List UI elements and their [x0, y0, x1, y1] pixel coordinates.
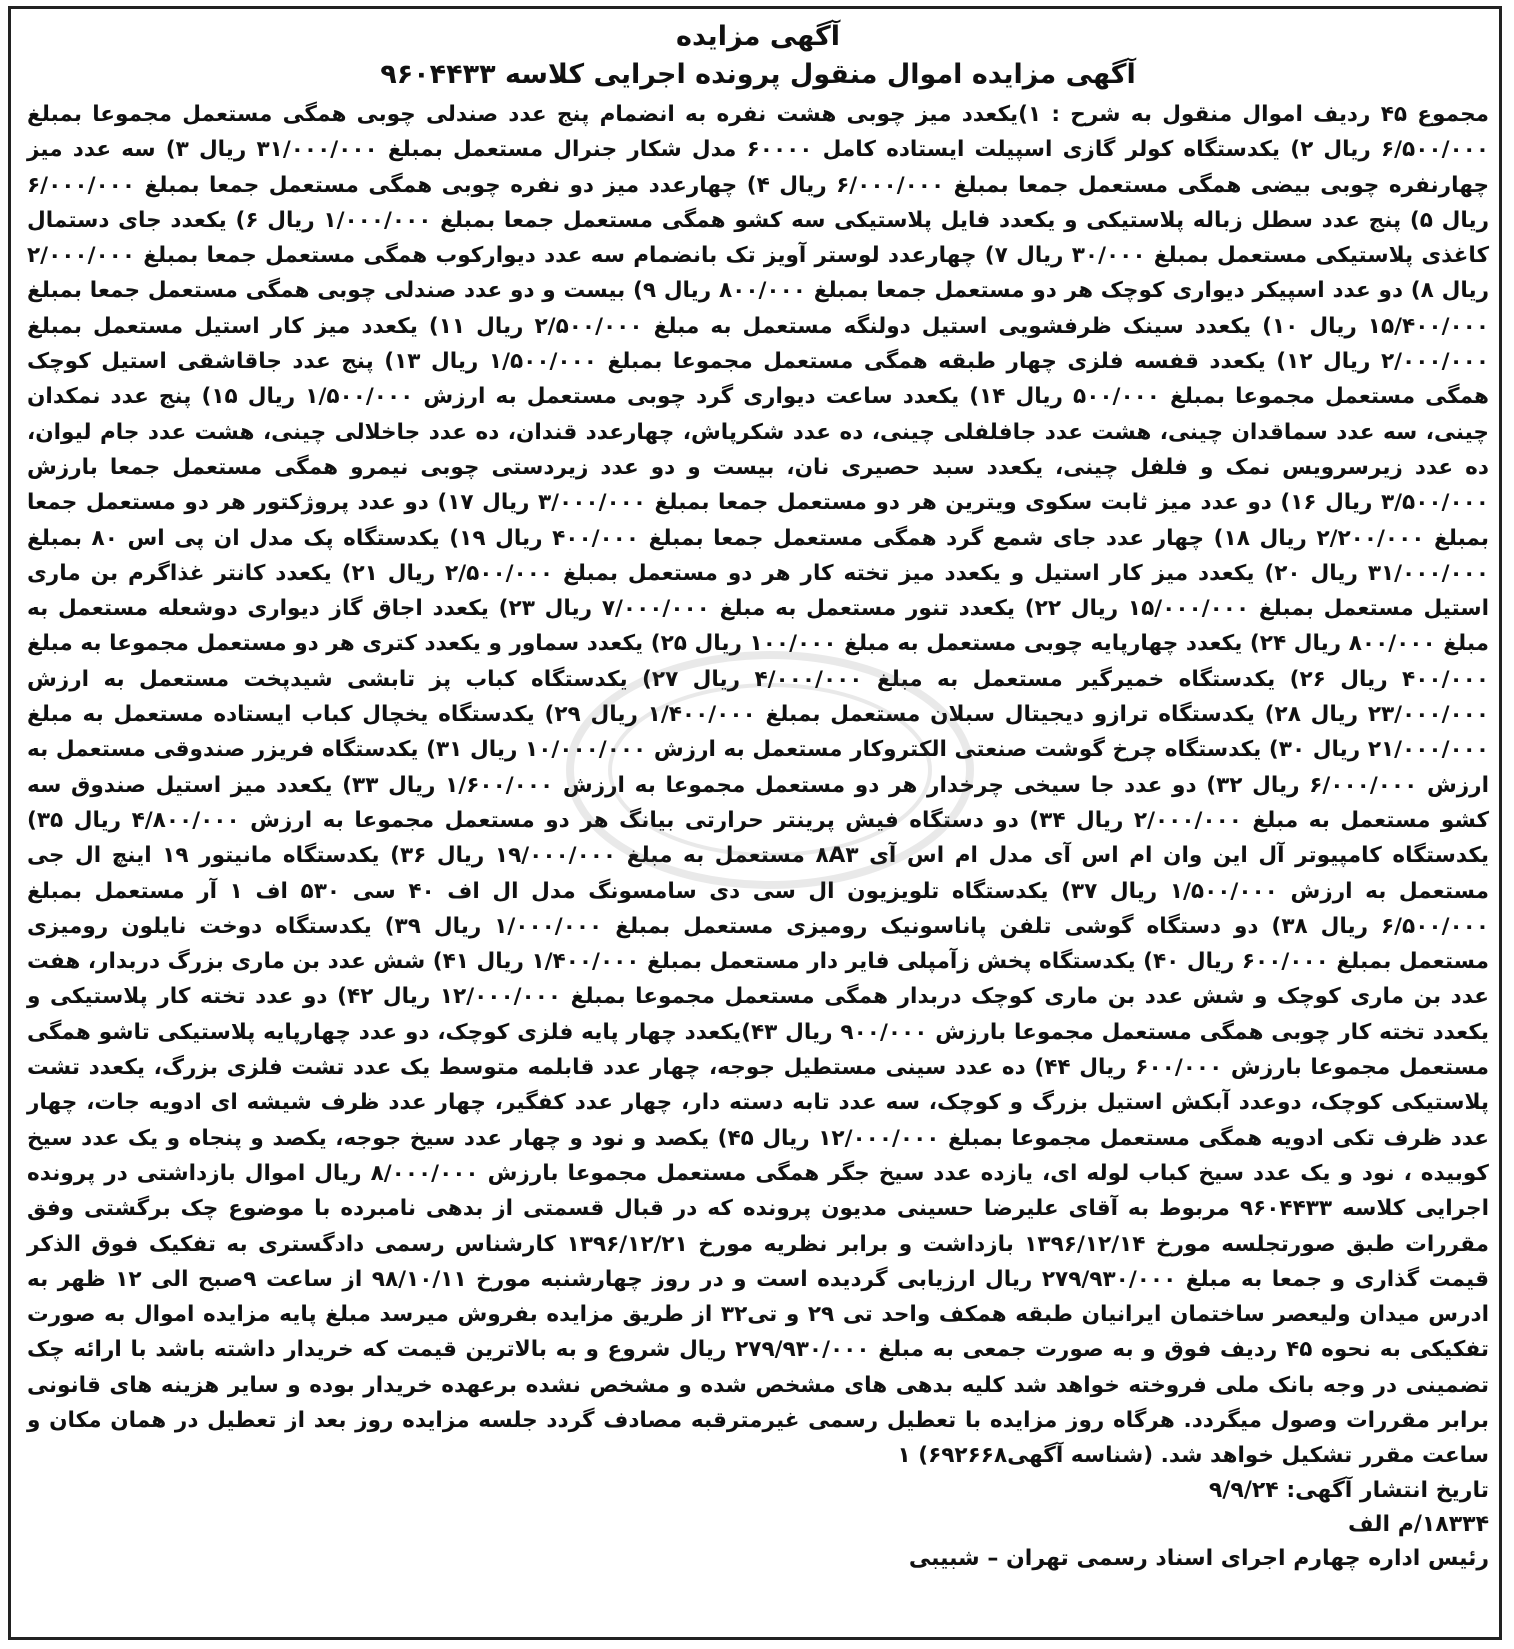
notice-frame — [8, 6, 1502, 1640]
signature-line: رئیس اداره چهارم اجرای اسناد رسمی تهران – شبیبی — [908, 1545, 1489, 1571]
notice-subheading: آگهی مزایده اموال منقول پرونده اجرایی کلاسه ۹۶۰۴۴۳۳ — [380, 59, 1136, 90]
reference-number: ۱۸۳۳۴/م الف — [1348, 1511, 1489, 1537]
footer-row — [27, 1508, 1489, 1542]
publish-date: تاریخ انتشار آگهی: ۹/۹/۲۴ — [1208, 1477, 1489, 1503]
notice-heading: آگهی مزایده — [676, 21, 840, 52]
notice-body: مجموع ۴۵ ردیف اموال منقول به شرح : ۱)یکعدد میز چوبی هشت نفره به انضمام پنج عدد صندلی چوبی همگی مستعمل مجموعا بمبلغ ۶/۵۰۰/۰۰۰ ریال ۲) یکدستگاه کولر گازی اسپیلت ایستاده کامل ۶۰۰۰۰ مدل شکار جنرال مستعمل بمبلغ ۳۱/۰۰۰/۰۰۰ ریال ۳) سه عدد میز چهارنفره چوبی بیضی همگی مستعمل جمعا بمبلغ ۶/۰۰۰/۰۰۰ ریال ۴) چهارعدد میز دو نفره چوبی همگی مستعمل جمعا بمبلغ ۶/۰۰۰/۰۰۰ ریال ۵) پنج عدد سطل زباله پلاستیکی و یکعدد فایل پلاستیکی سه کشو همگی مستعمل جمعا بمبلغ ۱/۰۰۰/۰۰۰ ریال ۶) یکعدد جای دستمال کاغذی پلاستیکی مستعمل بمبلغ ۳۰/۰۰۰ ریال ۷) چهارعدد لوستر آویز تک بانضمام سه عدد دیوارکوب همگی مستعمل جمعا بمبلغ ۲/۰۰۰/۰۰۰ ریال ۸) دو عدد اسپیکر دیواری کوچک هر دو مستعمل جمعا بمبلغ ۸۰۰/۰۰۰ ریال ۹) بیست و دو عدد صندلی چوبی همگی مستعمل جمعا بمبلغ ۱۵/۴۰۰/۰۰۰ ریال ۱۰) یکعدد سینک ظرفشویی استیل دولنگه مستعمل به مبلغ ۲/۵۰۰/۰۰۰ ریال ۱۱) یکعدد میز کار استیل مستعمل بمبلغ ۲/۰۰۰/۰۰۰ ریال ۱۲) یکعدد قفسه فلزی چهار طبقه همگی مستعمل مجموعا بمبلغ ۱/۵۰۰/۰۰۰ ریال ۱۳) پنج عدد جاقاشقی استیل کوچک همگی مستعمل مجموعا بمبلغ ۵۰۰/۰۰۰ ریال ۱۴) یکعدد ساعت دیواری گرد چوبی مستعمل به ارزش ۱/۵۰۰/۰۰۰ ریال ۱۵) پنج عدد نمکدان چینی، سه عدد سماقدان چینی، هشت عدد جافلفلی چینی، ده عدد شکرپاش، چهارعدد قندان، ده عدد جاخلالی چینی، هشت عدد جام لیوان، ده عدد زیرسرویس نمک و فلفل چینی، یکعدد سبد حصیری نان، بیست و دو عدد زیردستی چوبی نیمرو همگی مستعمل جمعا بارزش ۳/۵۰۰/۰۰۰ ریال ۱۶) دو عدد میز ثابت سکوی ویترین هر دو مستعمل جمعا بمبلغ ۳/۰۰۰/۰۰۰ ریال ۱۷) دو عدد پروژکتور هر دو مستعمل جمعا بمبلغ ۲/۲۰۰/۰۰۰ ریال ۱۸) چهار عدد جای شمع گرد همگی مستعمل جمعا بمبلغ ۴۰۰/۰۰۰ ریال ۱۹) یکدستگاه پک مدل ان پی اس ۸۰ بمبلغ ۳۱/۰۰۰/۰۰۰ ریال ۲۰) یکعدد میز کار استیل و یکعدد میز تخته کار هر دو مستعمل بمبلغ ۲/۵۰۰/۰۰۰ ریال ۲۱) یکعدد کانتر غذاگرم بن ماری استیل مستعمل بمبلغ ۱۵/۰۰۰/۰۰۰ ریال ۲۲) یکعدد تنور مستعمل به مبلغ ۷/۰۰۰/۰۰۰ ریال ۲۳) یکعدد اجاق گاز دیواری دوشعله مستعمل به مبلغ ۸۰۰/۰۰۰ ریال ۲۴) یکعدد چهارپایه چوبی مستعمل به مبلغ ۱۰۰/۰۰۰ ریال ۲۵) یکعدد سماور و یکعدد کتری هر دو مستعمل مجموعا به مبلغ ۴۰۰/۰۰۰ ریال ۲۶) یکدستگاه خمیرگیر مستعمل به مبلغ ۴/۰۰۰/۰۰۰ ریال ۲۷) یکدستگاه کباب پز تابشی شیدپخت مستعمل به ارزش ۲۳/۰۰۰/۰۰۰ ریال ۲۸) یکدستگاه ترازو دیجیتال سبلان مستعمل بمبلغ ۱/۴۰۰/۰۰۰ ریال ۲۹) یکدستگاه یخچال کباب ایستاده مستعمل به مبلغ ۲۱/۰۰۰/۰۰۰ ریال ۳۰) یکدستگاه چرخ گوشت صنعتی الکتروکار مستعمل به ارزش ۱۰/۰۰۰/۰۰۰ ریال ۳۱) یکدستگاه فریزر صندوقی مستعمل به ارزش ۶/۰۰۰/۰۰۰ ریال ۳۲) دو عدد جا سیخی چرخدار هر دو مستعمل مجموعا به ارزش ۱/۶۰۰/۰۰۰ ریال ۳۳) یکعدد میز استیل صندوق سه کشو مستعمل به مبلغ ۲/۰۰۰/۰۰۰ ریال ۳۴) دو دستگاه فیش پرینتر حرارتی بیانگ هر دو مستعمل مجموعا به ارزش ۴/۸۰۰/۰۰۰ ریال ۳۵) یکدستگاه کامپیوتر آل این وان ام اس آی مدل ام اس آی ۸A۳ مستعمل به مبلغ ۱۹/۰۰۰/۰۰۰ ریال ۳۶) یکدستگاه مانیتور ۱۹ اینچ ال جی مستعمل به ارزش ۱/۵۰۰/۰۰۰ ریال ۳۷) یکدستگاه تلویزیون ال سی دی سامسونگ مدل ال اف ۴۰ سی ۵۳۰ اف ۱ آر مستعمل بمبلغ ۶/۵۰۰/۰۰۰ ریال ۳۸) دو دستگاه گوشی تلفن پاناسونیک رومیزی مستعمل بمبلغ ۱/۰۰۰/۰۰۰ ریال ۳۹) یکدستگاه دوخت نایلون رومیزی مستعمل بمبلغ ۶۰۰/۰۰۰ ریال ۴۰) یکدستگاه پخش زآمپلی فایر دار مستعمل بمبلغ ۱/۴۰۰/۰۰۰ ریال ۴۱) شش عدد بن ماری بزرگ دربدار، هفت عدد بن ماری کوچک و شش عدد بن ماری کوچک دربدار همگی مستعمل مجموعا بمبلغ ۱۲/۰۰۰/۰۰۰ ریال ۴۲) دو عدد تخته کار پلاستیکی و یکعدد تخته کار چوبی همگی مستعمل مجموعا بارزش ۹۰۰/۰۰۰ ریال ۴۳)یکعدد چهار پایه فلزی کوچک، دو عدد چهارپایه پلاستیکی تاشو همگی مستعمل مجموعا بارزش ۶۰۰/۰۰۰ ریال ۴۴) ده عدد سینی مستطیل جوجه، چهار عدد قابلمه متوسط یک عدد تشت فلزی بزرگ، یکعدد تشت پلاستیکی کوچک، دوعدد آبکش استیل بزرگ و کوچک، سه عدد تابه دسته دار، چهار عدد کفگیر، چهار عدد ظرف شیشه ای ادویه جات، چهار عدد ظرف تکی ادویه همگی مستعمل مجموعا بمبلغ ۱۲/۰۰۰/۰۰۰ ریال ۴۵) یکصد و نود و چهار عدد سیخ جوجه، یکصد و پنجاه و یک عدد سیخ کوبیده ، نود و یک عدد سیخ کباب لوله ای، یازده عدد سیخ جگر همگی مستعمل مجموعا بارزش ۸/۰۰۰/۰۰۰ ریال اموال بازداشتی در پرونده اجرایی کلاسه ۹۶۰۴۴۳۳ مربوط به آقای علیرضا حسینی مدیون پرونده که در قبال قسمتی از بدهی نامبرده با موضوع چک برگشتی وفق مقررات طبق صورتجلسه مورخ ۱۳۹۶/۱۲/۱۴ بازداشت و برابر نظریه مورخ ۱۳۹۶/۱۲/۲۱ کارشناس رسمی دادگستری به تفکیک فوق الذکر قیمت گذاری و جمعا به مبلغ ۲۷۹/۹۳۰/۰۰۰ ریال ارزیابی گردیده است و در روز چهارشنبه مورخ ۹۸/۱۰/۱۱ از ساعت ۹صبح الی ۱۲ ظهر به ادرس میدان ولیعصر ساختمان ایرانیان طبقه همکف واحد تی ۲۹ و تی۳۲ از طریق مزایده بفروش میرسد مبلغ پایه مزایده اموال به صورت تفکیکی به نحوه ۴۵ ردیف فوق و به صورت جمعی به مبلغ ۲۷۹/۹۳۰/۰۰۰ ریال شروع و به بالاترین قیمت که خریدار داشته باشد با ارائه چک تضمینی در وجه بانک ملی فروخته خواهد شد کلیه بدهی های مشخص شده و مشخص نشده برعهده خریدار بوده و سایر هزینه های قانونی برابر مقررات وصول میگردد. هرگاه روز مزایده با تعطیل رسمی غیرمترقبه مصادف گردد جلسه مزایده روز بعد از تعطیل در همان مکان و ساعت مقرر تشکیل خواهد شد. (شناسه آگهی۶۹۲۶۶۸) ۱ — [27, 102, 1490, 1469]
notice-content — [27, 19, 1489, 1576]
